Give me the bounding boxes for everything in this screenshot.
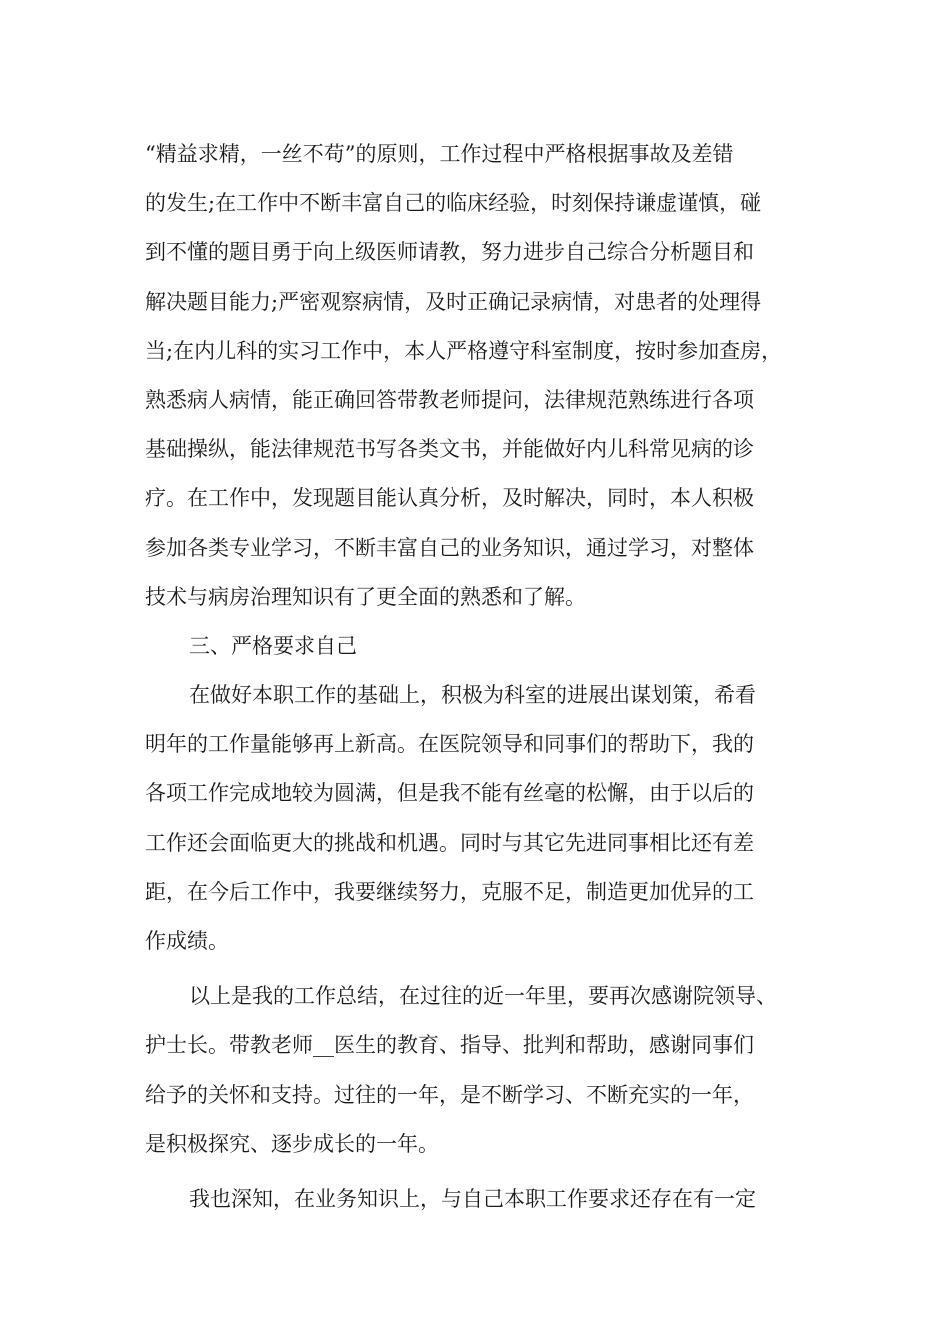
text-line: 在做好本职工作的基础上，积极为科室的进展出谋划策，希看: [189, 683, 756, 708]
text-line: 明年的工作量能够再上新高。在医院领导和同事们的帮助下，我的: [145, 732, 754, 757]
document-body: [145, 130, 810, 1224]
text-line: 我也深知，在业务知识上，与自己本职工作要求还存在有一定: [189, 1186, 756, 1211]
text-line: 到不懂的题目勇于向上级医师请教，努力进步自己综合分析题目和: [145, 240, 754, 265]
text-line: 的发生;在工作中不断丰富自己的临床经验，时刻保持谦虚谨慎，碰: [145, 191, 762, 216]
text-line: 参加各类专业学习，不断丰富自己的业务知识，通过学习，对整体: [145, 535, 754, 560]
text-line: 是积极探究、逐步成长的一年。: [145, 1131, 439, 1156]
text-line: 当;在内儿科的实习工作中，本人严格遵守科室制度，按时参加查房，: [145, 338, 783, 363]
text-line: 作成绩。: [145, 929, 229, 953]
text-line: 疗。在工作中，发现题目能认真分析，及时解决，同时，本人积极: [145, 486, 754, 511]
text-line: “精益求精，一丝不苟”的原则，工作过程中严格根据事故及差错: [145, 142, 734, 166]
text-line: 技术与病房治理知识有了更全面的熟悉和了解。: [145, 584, 586, 609]
text-line: 熟悉病人病情，能正确回答带教老师提问，法律规范熟练进行各项: [145, 387, 754, 412]
text-line: 给予的关怀和支持。过往的一年，是不断学习、不断充实的一年，: [145, 1082, 754, 1107]
text-line: 以上是我的工作总结，在过往的近一年里，要再次感谢院领导、: [189, 984, 777, 1009]
text-line: 距，在今后工作中，我要继续努力，克服不足，制造更加优异的工: [145, 879, 754, 904]
text-line: 工作还会面临更大的挑战和机遇。同时与其它先进同事相比还有差: [145, 830, 754, 855]
section-heading: 三、严格要求自己: [189, 633, 357, 658]
text-line: 基础操纵，能法律规范书写各类文书，并能做好内儿科常见病的诊: [145, 437, 754, 462]
text-line: 各项工作完成地较为圆满，但是我不能有丝毫的松懈，由于以后的: [145, 781, 754, 806]
text-line: 解决题目能力;严密观察病情，及时正确记录病情，对患者的处理得: [145, 289, 762, 314]
text-line: 护士长。带教老师__医生的教育、指导、批判和帮助，感谢同事们: [145, 1033, 754, 1058]
